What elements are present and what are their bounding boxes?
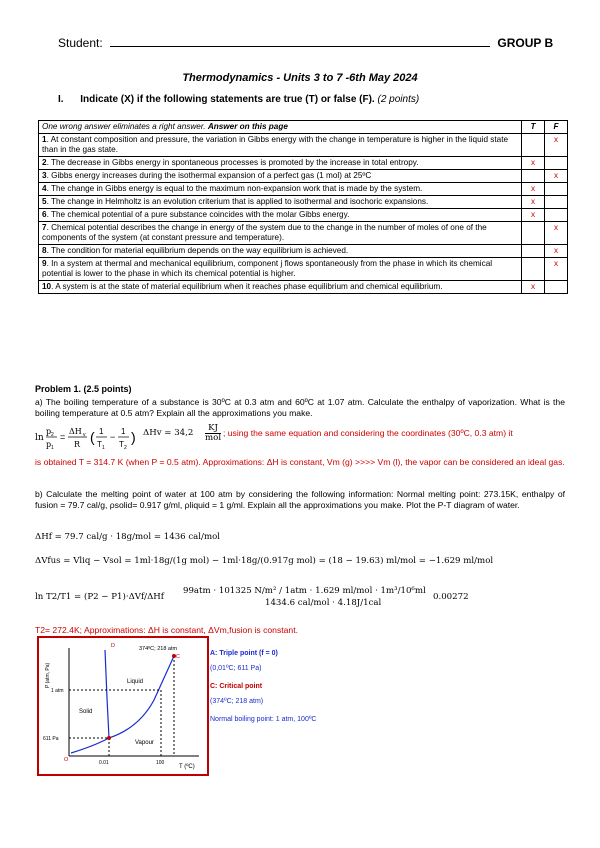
legend-c-value: (374ºC; 218 atm): [210, 698, 264, 705]
svg-text:ΔH: ΔH: [69, 427, 82, 436]
true-mark-cell[interactable]: [522, 170, 545, 183]
svg-text:T: T: [119, 440, 124, 449]
solid-region: Solid: [79, 709, 93, 715]
statement-number: 7: [42, 223, 47, 232]
statement-cell: [39, 134, 522, 157]
problem1-title: Problem 1. (2.5 points): [35, 384, 132, 394]
dh-unit: [205, 424, 221, 443]
true-false-table: [38, 120, 568, 294]
note-bold: Answer on this page: [207, 122, 288, 131]
y-tick-611: 611 Pa: [43, 736, 59, 742]
true-mark-cell[interactable]: x: [522, 157, 545, 170]
x-tick-001: 0.01: [99, 760, 109, 766]
table-row: [39, 281, 568, 294]
page-title: Thermodynamics - Units 3 to 7 -6th May 2024: [182, 72, 418, 84]
section-number: I.: [58, 94, 64, 105]
statement-cell: [39, 209, 522, 222]
false-mark-cell[interactable]: [545, 157, 568, 170]
svg-text:1: 1: [51, 445, 54, 450]
table-row: [39, 209, 568, 222]
svg-text:1: 1: [99, 427, 104, 436]
pt-diagram-svg: [39, 638, 207, 774]
false-mark-cell[interactable]: x: [545, 245, 568, 258]
svg-text:ln: ln: [35, 433, 44, 443]
statement-number: 3: [42, 171, 47, 180]
vaporization-curve: [109, 656, 174, 738]
a-answer-line1: ; using the same equation and considering the coordinates (30ºC, 0.3 atm) it: [223, 428, 513, 438]
pt-diagram: [37, 636, 209, 776]
eq-ln-ratio: [35, 586, 565, 620]
statement-text: . The chemical potential of a pure substance coincides with the molar Gibbs energy.: [46, 210, 350, 219]
false-mark-cell[interactable]: [545, 183, 568, 196]
x-axis-label: T (ºC): [179, 764, 195, 770]
col-t-header: T: [522, 121, 545, 134]
col-f-header: F: [545, 121, 568, 134]
statement-cell: [39, 258, 522, 281]
statement-cell: [39, 157, 522, 170]
statement-number: 1: [42, 135, 47, 144]
statement-cell: [39, 222, 522, 245]
svg-text:v: v: [83, 432, 86, 438]
clausius-equation: [35, 424, 565, 450]
statement-number: 2: [42, 158, 47, 167]
false-mark-cell[interactable]: [545, 209, 568, 222]
table-row: [39, 183, 568, 196]
svg-text:−: −: [110, 432, 116, 442]
statement-number: 6: [42, 210, 47, 219]
true-mark-cell[interactable]: x: [522, 281, 545, 294]
svg-text:1: 1: [121, 427, 126, 436]
true-mark-cell[interactable]: x: [522, 183, 545, 196]
true-mark-cell[interactable]: [522, 245, 545, 258]
statement-text: . At constant composition and pressure, the variation in Gibbs energy with the change in temperature is higher in the liquid state than in the gas state.: [42, 135, 509, 154]
statement-number: 10: [42, 282, 52, 291]
svg-text:R: R: [74, 440, 81, 449]
statement-number: 9: [42, 259, 47, 268]
table-row: [39, 222, 568, 245]
critical-coords: 374ºC; 218 atm: [139, 646, 178, 652]
false-mark-cell[interactable]: x: [545, 134, 568, 157]
note-text: One wrong answer eliminates a right answer.: [42, 122, 206, 131]
fusion-curve: [105, 650, 109, 738]
svg-text:T: T: [97, 440, 102, 449]
statement-text: . The change in Helmholtz is an evolution criterium that is applied to isothermal and isochoric expansions.: [46, 197, 429, 206]
svg-text:=: =: [60, 432, 66, 442]
y-tick-1atm: 1 atm: [51, 688, 64, 694]
svg-text:p: p: [46, 440, 52, 449]
table-row: [39, 170, 568, 183]
statement-cell: [39, 183, 522, 196]
statement-cell: [39, 170, 522, 183]
point-o-label: O: [64, 757, 69, 763]
statement-text: . The decrease in Gibbs energy in spontaneous processes is promoted by the increase in total entropy.: [46, 158, 419, 167]
dh-unit-den: mol: [205, 433, 222, 443]
legend-c-label: C: Critical point: [210, 683, 263, 690]
ln-denominator: 1434.6 cal/mol · 4.18J/1cal: [265, 598, 382, 608]
table-header-row: [39, 121, 568, 134]
statement-number: 8: [42, 246, 47, 255]
svg-text:2: 2: [51, 432, 54, 438]
statement-text: . The condition for material equilibrium depends on the way equilibrium is achieved.: [46, 246, 349, 255]
table-row: [39, 196, 568, 209]
vapour-region: Vapour: [135, 740, 154, 746]
statement-text: . The change in Gibbs energy is equal to the maximum non-expansion work that is made by the system.: [46, 184, 423, 193]
true-mark-cell[interactable]: [522, 134, 545, 157]
student-line: [58, 36, 553, 50]
svg-text:p: p: [46, 427, 52, 436]
x-tick-100: 100: [156, 760, 165, 766]
instruction-text: Indicate (X) if the following statements are true (T) or false (F).: [80, 94, 375, 105]
statement-text: . In a system at thermal and mechanical equilibrium, component j flows spontaneously from the phase in which its chemical potential is lower to the phase in which its chemical potential is higher.: [42, 259, 493, 278]
section-instruction: [58, 94, 419, 105]
y-axis-label: P (atm, Pa): [45, 662, 51, 688]
false-mark-cell[interactable]: x: [545, 258, 568, 281]
triple-point-marker: [107, 736, 111, 740]
statement-number: 5: [42, 197, 47, 206]
sublimation-curve: [71, 738, 109, 753]
svg-text:1: 1: [102, 445, 105, 450]
table-row: [39, 157, 568, 170]
false-mark-cell[interactable]: x: [545, 170, 568, 183]
statement-cell: [39, 245, 522, 258]
true-mark-cell[interactable]: [522, 258, 545, 281]
a-answer-line2: is obtained T = 314.7 K (when P = 0.5 atm). Approximations: ΔH is constant, Vm (g) >>>> Vm (l), the vapor can be considered an ideal gas.: [35, 457, 565, 467]
dh-value: ΔHv = 34,2: [143, 428, 194, 438]
group-label: GROUP B: [497, 36, 554, 50]
legend-normal-boiling: Normal boiling point: 1 atm, 100ºC: [210, 716, 317, 723]
points-text: (2 points): [377, 94, 420, 105]
eq-volume-change: ΔVfus = Vliq − Vsol = 1ml·18g/(1g mol) − 1ml·18g/(0.917g mol) = (18 − 19.63) ml/mol = −1.629 ml/mol: [35, 556, 494, 566]
table-note: [39, 121, 522, 134]
table-row: [39, 245, 568, 258]
ln-result: 0.00272: [433, 592, 469, 602]
b-answer: T2= 272.4K; Approximations: ΔH is constant, ΔVm,fusion is constant.: [35, 625, 298, 635]
true-mark-cell[interactable]: [522, 222, 545, 245]
statement-cell: [39, 281, 522, 294]
ln-numerator: 99atm · 101325 N/m² / 1atm · 1.629 ml/mol · 1m³/10⁶ml: [183, 586, 426, 596]
svg-text:): ): [131, 429, 136, 445]
problem1-b-text: b) Calculate the melting point of water at 100 atm by considering the following information: Normal melting point: 273.15K, enthalpy of fusion = 79.7 cal/g, ρsolid= 0.917 g/ml, ρliquid = 1 g/ml. Explain all the approximations you make. Plot the P-T diagram of water.: [35, 489, 565, 510]
svg-text:(: (: [90, 429, 95, 445]
svg-text:2: 2: [124, 445, 127, 450]
student-label: Student:: [58, 36, 103, 50]
table-row: [39, 134, 568, 157]
statement-number: 4: [42, 184, 47, 193]
liquid-region: Liquid: [127, 679, 144, 685]
statement-text: . A system is at the state of material equilibrium when it reaches phase equilibrium and chemical equilibrium.: [51, 282, 443, 291]
statement-text: . Chemical potential describes the change in energy of the system due to the change in the number of moles of one of the components of the system (at constant pressure and temperature).: [42, 223, 487, 242]
name-blank[interactable]: [110, 36, 490, 47]
legend-a-label: A: Triple point (f = 0): [210, 650, 278, 657]
point-c-label: C: [176, 654, 180, 660]
true-mark-cell[interactable]: x: [522, 196, 545, 209]
eq-enthalpy-fusion: ΔHf = 79.7 cal/g · 18g/mol = 1436 cal/mol: [35, 532, 221, 542]
true-mark-cell[interactable]: x: [522, 209, 545, 222]
dh-unit-num: KJ: [205, 424, 221, 434]
problem1-a-text: a) The boiling temperature of a substance is 30ºC at 0.3 atm and 60ºC at 1.07 atm. Calculate the enthalpy of vaporization. What is the boiling temperature at 0.5 atm? Explain all the approximations you make.: [35, 397, 565, 418]
statement-text: . Gibbs energy increases during the isothermal expansion of a perfect gas (1 mol) at 25ºC: [46, 171, 372, 180]
false-mark-cell[interactable]: x: [545, 222, 568, 245]
statement-cell: [39, 196, 522, 209]
ln-left: ln T2/T1 = (P2 − P1)·ΔVf/ΔHf: [35, 592, 164, 602]
false-mark-cell[interactable]: [545, 281, 568, 294]
point-d-label: D: [111, 643, 115, 649]
false-mark-cell[interactable]: [545, 196, 568, 209]
table-row: [39, 258, 568, 281]
legend-a-value: (0,01ºC; 611 Pa): [210, 665, 262, 672]
